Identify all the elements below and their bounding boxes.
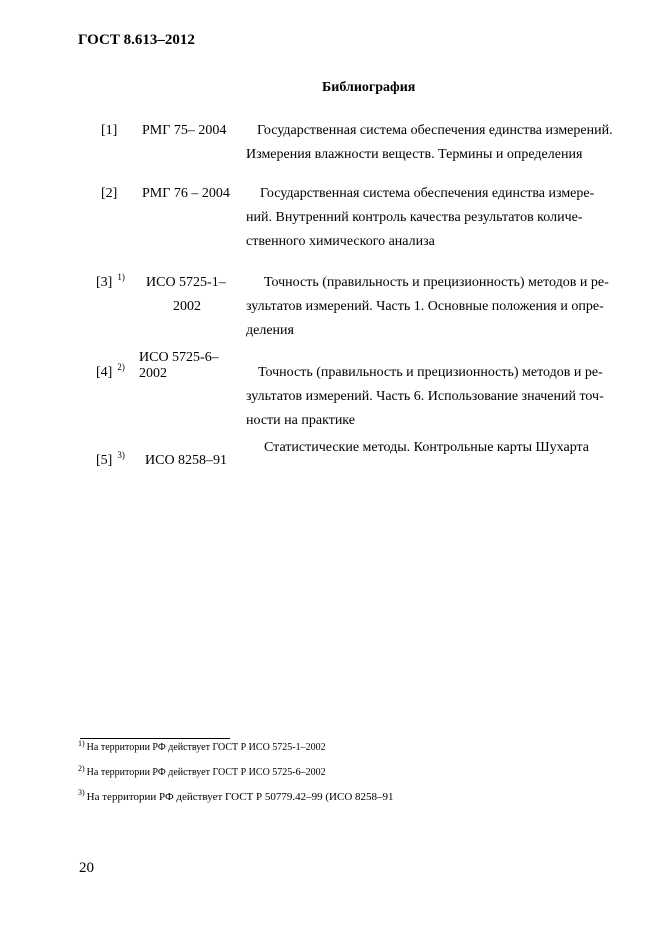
entry-code: ИСО 5725-6– xyxy=(139,350,219,365)
entry-code: ИСО 8258–91 xyxy=(145,453,228,468)
entry-text-line: Статистические методы. Контрольные карты Шухарта xyxy=(264,440,590,455)
entry-text-line: зультатов измерений. Часть 6. Использование значений точ- xyxy=(246,389,604,404)
footnote-text: На территории РФ действует ГОСТ Р ИСО 5725-6–2002 xyxy=(86,767,326,778)
entry-text-line: зультатов измерений. Часть 1. Основные положения и опре- xyxy=(246,299,604,314)
entry-code: РМГ 76 – 2004 xyxy=(142,186,230,201)
entry-text-line: Точность (правильность и прецизионность) методов и ре- xyxy=(258,365,603,380)
entry-number: [1] xyxy=(101,123,118,138)
entry-text-line: Государственная система обеспечения единства измере- xyxy=(260,186,595,201)
entry-text-line: деления xyxy=(246,323,294,338)
entry-text-line: ний. Внутренний контроль качества результатов количе- xyxy=(246,210,583,225)
footnote-reference: 2) xyxy=(117,362,125,373)
footnote-separator xyxy=(80,738,230,739)
footnote-reference: 1) xyxy=(117,272,125,283)
footnote-reference: 3) xyxy=(117,450,125,461)
footnote xyxy=(78,788,394,803)
entry-code: ИСО 5725-1– xyxy=(146,275,226,290)
entry-number: [3] $^{1)}$ xyxy=(96,272,125,290)
footnote-mark: 1) xyxy=(78,738,85,748)
document-header: ГОСТ 8.613–2012 xyxy=(78,32,195,48)
entry-code: РМГ 75– 2004 xyxy=(142,123,227,138)
entry-number: [5] $^{3)}$ xyxy=(96,450,125,468)
footnote xyxy=(78,763,326,778)
entry-text-line: Точность (правильность и прецизионность) методов и ре- xyxy=(264,275,609,290)
entry-text-line: ности на практике xyxy=(246,413,355,428)
entry-code-continued: 2002 xyxy=(173,299,201,314)
footnote xyxy=(78,738,326,753)
footnote-text: На территории РФ действует ГОСТ Р 50779.42–99 (ИСО 8258–91 xyxy=(86,791,394,803)
footnote-text: На территории РФ действует ГОСТ Р ИСО 5725-1–2002 xyxy=(86,742,326,753)
footnote-mark: 2) xyxy=(78,763,85,773)
footnote-mark: 3) xyxy=(78,788,85,798)
section-title: Библиография xyxy=(322,80,416,95)
entry-text-line: Измерения влажности веществ. Термины и определения xyxy=(246,147,583,162)
entry-number: [2] xyxy=(101,186,118,201)
entry-text-line: ственного химического анализа xyxy=(246,234,435,249)
entry-code-continued: 2002 xyxy=(139,366,167,381)
entry-text-line: Государственная система обеспечения единства измерений. xyxy=(257,123,613,138)
page-number: 20 xyxy=(79,860,94,876)
entry-number: [4] $^{2)}$ xyxy=(96,362,125,380)
